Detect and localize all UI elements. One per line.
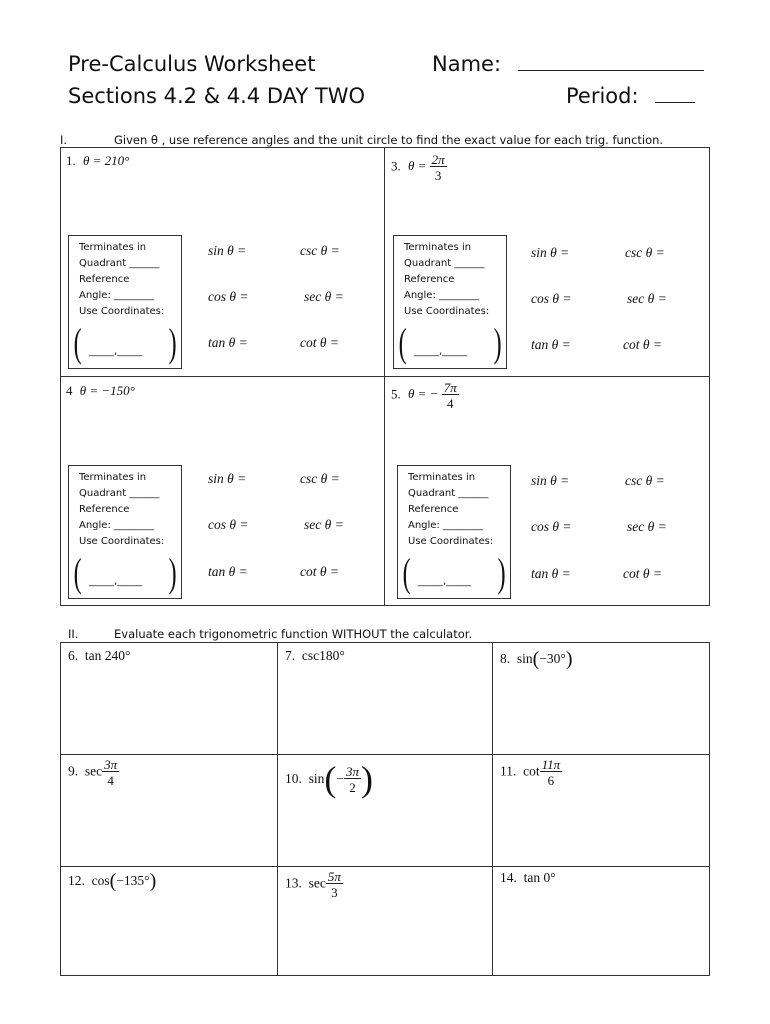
cos-answer[interactable]: cos θ =	[531, 519, 572, 534]
section-2-grid	[60, 642, 710, 976]
info-reference: Reference	[79, 274, 130, 285]
problem-expression: θ = −150°	[79, 383, 135, 398]
problem-expression: θ =	[408, 158, 427, 174]
problem-11: 11. cot $\frac{11\pi}{6}$	[500, 757, 561, 788]
csc-answer[interactable]: csc θ =	[300, 243, 340, 258]
problem-number: 3.	[391, 158, 401, 174]
problem-1-cell	[60, 147, 384, 376]
info-coordinates: Use Coordinates:	[79, 536, 165, 547]
section-1-instruction: Given θ , use reference angles and the unit circle to find the exact value for each trig. function.	[114, 133, 664, 147]
problem-3-cell	[385, 147, 710, 376]
cos-answer[interactable]: cos θ =	[531, 291, 572, 306]
problem-5-label	[391, 381, 459, 410]
info-terminates: Terminates in	[408, 472, 476, 483]
info-terminates: Terminates in	[79, 472, 147, 483]
info-box	[68, 465, 182, 599]
coord-blank-text: _____,_____	[414, 346, 468, 357]
info-quadrant[interactable]: Quadrant ______	[79, 488, 160, 499]
problem-5-cell	[385, 377, 710, 606]
problem-number: 1.	[66, 153, 76, 168]
problem-number: 4	[66, 383, 73, 398]
info-quadrant[interactable]: Quadrant ______	[404, 258, 485, 269]
info-angle[interactable]: Angle: ________	[79, 520, 155, 531]
section-2-instruction: Evaluate each trigonometric function WITHOUT the calculator.	[114, 627, 473, 641]
period-label: Period:	[566, 84, 639, 108]
period-blank[interactable]	[655, 102, 695, 103]
name-blank[interactable]	[518, 70, 704, 71]
grid-divider-horizontal-2	[60, 866, 710, 867]
sec-answer[interactable]: sec θ =	[627, 291, 667, 306]
name-field[interactable]	[432, 52, 704, 76]
info-box	[393, 235, 507, 369]
info-terminates: Terminates in	[404, 242, 472, 253]
info-box	[397, 465, 511, 599]
info-reference: Reference	[404, 274, 455, 285]
info-reference: Reference	[408, 504, 459, 515]
info-box	[68, 235, 182, 369]
fraction: $\frac{7\pi}{4}$	[443, 380, 457, 411]
coordinate-blanks[interactable]: ( _____,_____ )	[402, 550, 506, 595]
fraction: $\frac{3\pi}{4}$	[104, 757, 118, 788]
fraction: $\frac{3\pi}{2}$	[346, 764, 360, 796]
coordinate-blanks[interactable]: ( _____,_____ )	[398, 320, 502, 365]
name-label: Name:	[432, 52, 502, 76]
problem-1-label	[66, 153, 129, 169]
problem-10: 10. sin(− $\frac{3\pi}{2}$ )	[285, 759, 374, 799]
info-quadrant[interactable]: Quadrant ______	[408, 488, 489, 499]
fraction: $\frac{11\pi}{6}$	[541, 757, 561, 788]
sec-answer[interactable]: sec θ =	[627, 519, 667, 534]
coord-blank-text: _____,_____	[418, 576, 472, 587]
info-reference: Reference	[79, 504, 130, 515]
sec-answer[interactable]: sec θ =	[304, 517, 344, 532]
problem-8: 8. sin(−30°)	[500, 648, 573, 670]
coordinate-blanks[interactable]: ( _____,_____ )	[73, 550, 177, 595]
problem-14: 14. tan 0°	[500, 870, 556, 885]
problem-13: 13. sec $\frac{5\pi}{3}$	[285, 869, 341, 900]
section-1-numeral: I.	[60, 133, 68, 147]
info-coordinates: Use Coordinates:	[79, 306, 165, 317]
worksheet-subtitle: Sections 4.2 & 4.4 DAY TWO	[68, 84, 365, 108]
fraction: $\frac{5\pi}{3}$	[327, 869, 341, 900]
info-coordinates: Use Coordinates:	[408, 536, 494, 547]
sec-answer[interactable]: sec θ =	[304, 289, 344, 304]
tan-answer[interactable]: tan θ =	[531, 566, 571, 581]
problem-expression: θ = 210°	[83, 153, 130, 168]
tan-answer[interactable]: tan θ =	[208, 335, 248, 350]
cot-answer[interactable]: cot θ =	[623, 566, 662, 581]
section-2-heading	[68, 627, 472, 641]
sin-answer[interactable]: sin θ =	[531, 473, 570, 488]
coord-blank-text: _____,_____	[89, 346, 143, 357]
csc-answer[interactable]: csc θ =	[300, 471, 340, 486]
section-2-numeral: II.	[68, 627, 79, 641]
grid-divider-vertical-2	[492, 642, 493, 976]
problem-3-label	[391, 153, 447, 182]
grid-divider-horizontal-1	[60, 754, 710, 755]
cos-answer[interactable]: cos θ =	[208, 289, 249, 304]
problem-number: 5.	[391, 386, 401, 402]
fraction: $\frac{2\pi}{3}$	[431, 152, 445, 183]
info-quadrant[interactable]: Quadrant ______	[79, 258, 160, 269]
cot-answer[interactable]: cot θ =	[623, 337, 662, 352]
cot-answer[interactable]: cot θ =	[300, 564, 339, 579]
section-1-heading	[60, 133, 663, 147]
tan-answer[interactable]: tan θ =	[208, 564, 248, 579]
cos-answer[interactable]: cos θ =	[208, 517, 249, 532]
csc-answer[interactable]: csc θ =	[625, 473, 665, 488]
problem-12: 12. cos(−135°)	[68, 870, 157, 892]
info-terminates: Terminates in	[79, 242, 147, 253]
info-coordinates: Use Coordinates:	[404, 306, 490, 317]
info-angle[interactable]: Angle: ________	[408, 520, 484, 531]
period-field[interactable]	[566, 84, 695, 108]
grid-divider-vertical-1	[277, 642, 278, 976]
problem-expression: θ = −	[408, 386, 439, 402]
sin-answer[interactable]: sin θ =	[208, 243, 247, 258]
sin-answer[interactable]: sin θ =	[531, 245, 570, 260]
info-angle[interactable]: Angle: ________	[79, 290, 155, 301]
cot-answer[interactable]: cot θ =	[300, 335, 339, 350]
problem-4-label	[66, 383, 135, 399]
problem-4-cell	[60, 377, 384, 606]
csc-answer[interactable]: csc θ =	[625, 245, 665, 260]
worksheet-title: Pre-Calculus Worksheet	[68, 52, 316, 76]
info-angle[interactable]: Angle: ________	[404, 290, 480, 301]
sin-answer[interactable]: sin θ =	[208, 471, 247, 486]
problem-6: 6. tan 240°	[68, 648, 131, 663]
coordinate-blanks[interactable]: ( _____,_____ )	[73, 320, 177, 365]
problem-9: 9. sec $\frac{3\pi}{4}$	[68, 757, 118, 788]
problem-7: 7. csc180°	[285, 648, 345, 663]
tan-answer[interactable]: tan θ =	[531, 337, 571, 352]
coord-blank-text: _____,_____	[89, 576, 143, 587]
